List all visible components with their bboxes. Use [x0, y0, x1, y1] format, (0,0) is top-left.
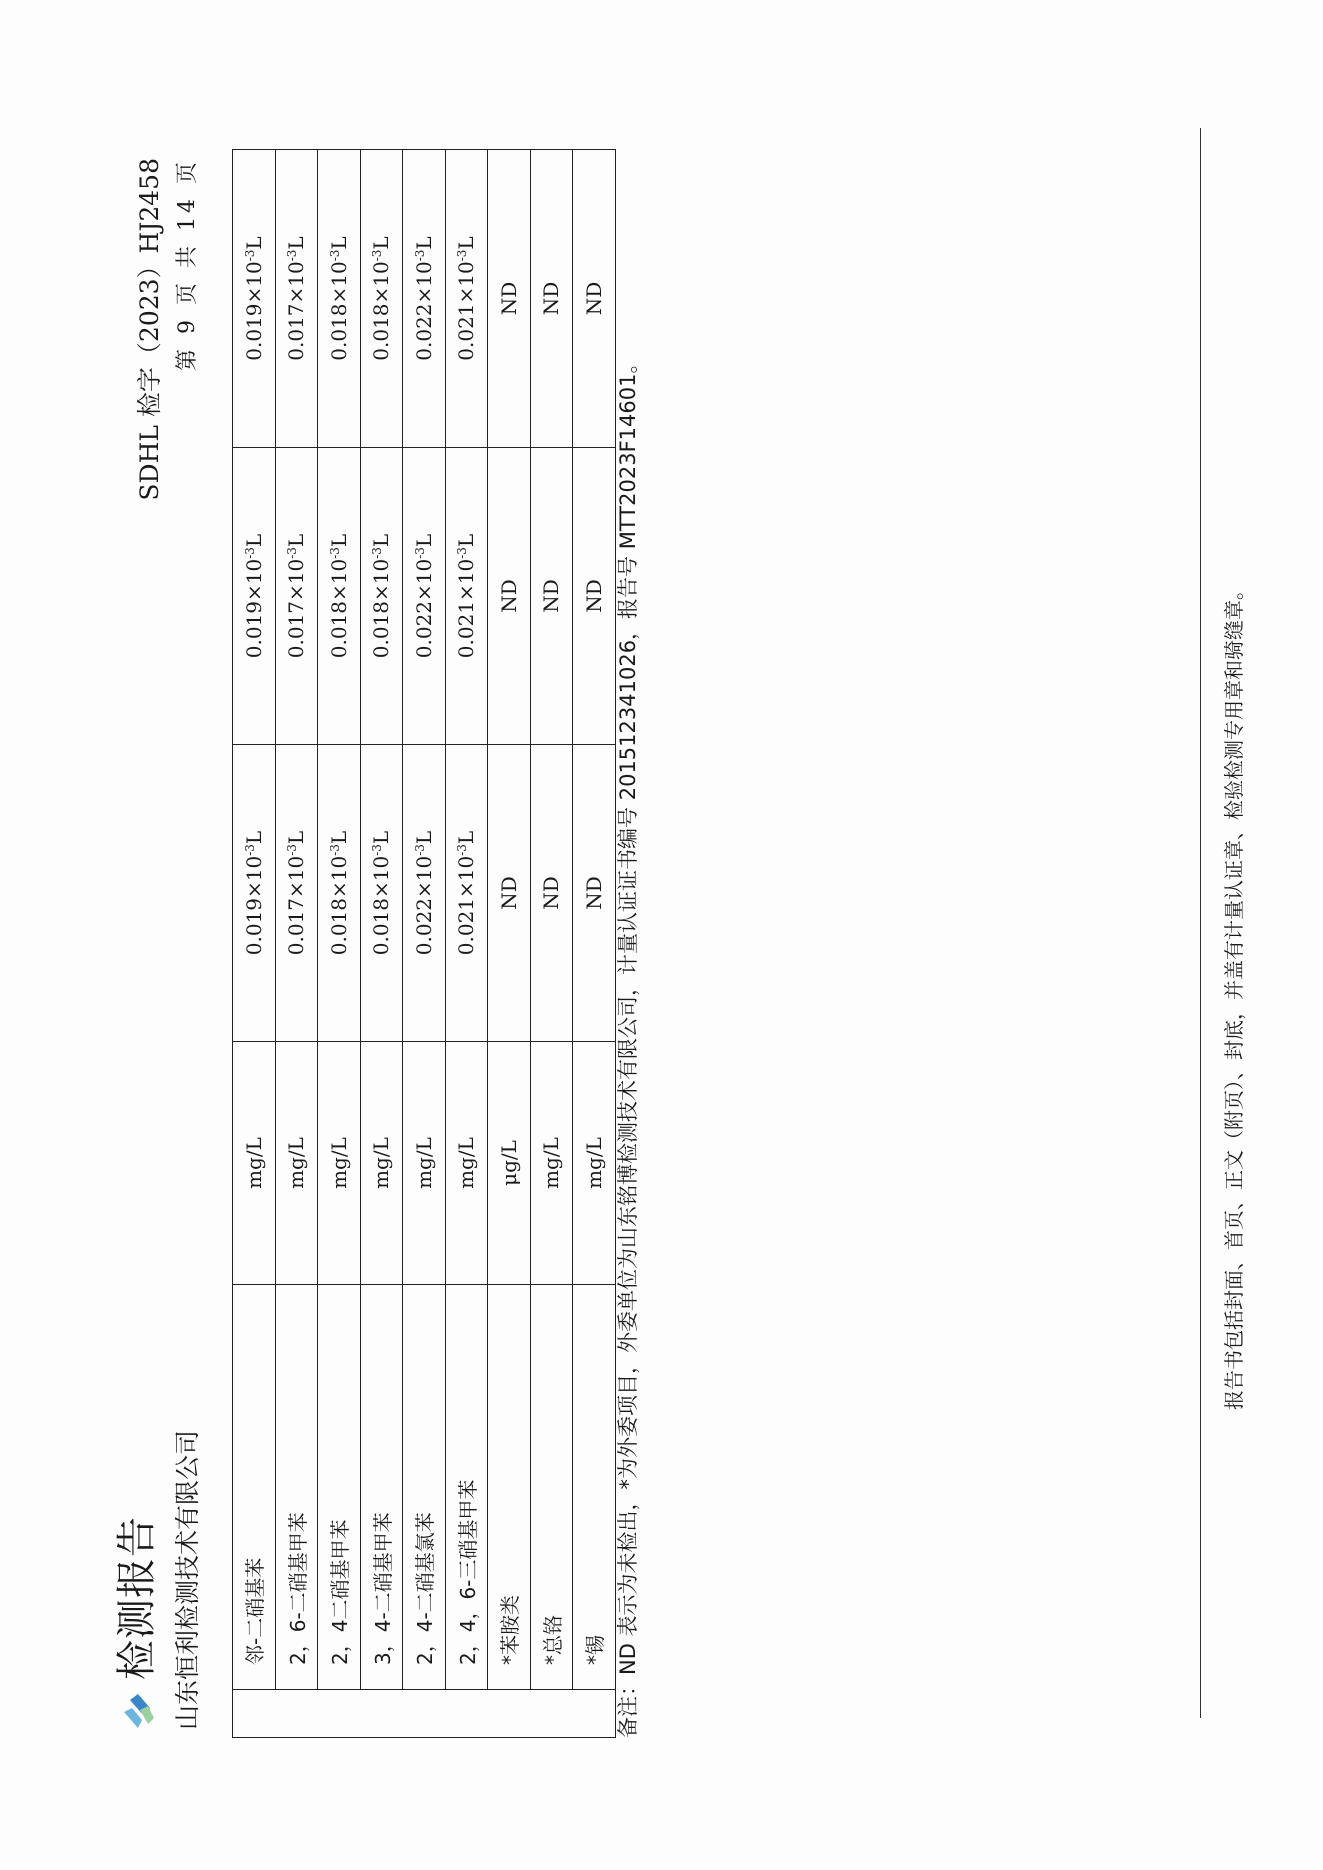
result-cell — [488, 745, 531, 1042]
result-value: ND — [496, 876, 521, 910]
result-value: ND — [581, 281, 606, 316]
result-value: ND — [496, 281, 521, 316]
unit-suffix: L — [454, 533, 479, 548]
result-cell — [530, 448, 573, 745]
page-number: 第 9 页 共 14 页 — [175, 158, 200, 371]
result-cell — [233, 448, 276, 745]
unit-cell: mg/L — [445, 1042, 488, 1285]
exponent: -3 — [455, 844, 470, 856]
result-cell — [275, 745, 318, 1042]
result-value: 0.018×10 — [369, 558, 394, 659]
unit-cell: mg/L — [275, 1042, 318, 1285]
result-value: 0.018×10 — [369, 261, 394, 361]
result-value: 0.021×10 — [454, 855, 479, 956]
exponent: -3 — [412, 547, 427, 559]
test-item: *总铬 — [530, 1285, 573, 1690]
result-cell — [275, 150, 318, 448]
sample-cell — [233, 1690, 616, 1738]
exponent: -3 — [285, 844, 300, 856]
result-cell — [573, 745, 616, 1042]
unit-suffix: L — [369, 236, 394, 250]
result-value: 0.017×10 — [284, 855, 309, 956]
report-code: SDHL 检字（2023）HJ2458 — [135, 158, 164, 501]
test-item: *锡 — [573, 1285, 616, 1690]
footer-divider — [1200, 128, 1201, 1718]
result-value: 0.017×10 — [284, 261, 309, 361]
table-row — [233, 150, 276, 1738]
unit-suffix: L — [326, 236, 351, 250]
result-cell — [233, 745, 276, 1042]
exponent: -3 — [370, 249, 385, 262]
result-cell — [445, 745, 488, 1042]
result-cell — [318, 448, 361, 745]
exponent: -3 — [412, 249, 427, 262]
unit-suffix: L — [411, 236, 436, 250]
result-value: 0.021×10 — [454, 261, 479, 361]
table-row — [445, 150, 488, 1738]
result-cell — [275, 448, 318, 745]
unit-cell: mg/L — [360, 1042, 403, 1285]
remark-note: 备注：ND 表示为未检出，*为外委项目，外委单位为山东铭博检测技术有限公司，计量认证证书编号 201512341026，报告号 MTT2023F14601。 — [616, 352, 640, 1738]
table-row — [488, 150, 531, 1738]
result-value: 0.021×10 — [454, 558, 479, 659]
result-cell — [403, 448, 446, 745]
exponent: -3 — [455, 249, 470, 262]
exponent: -3 — [285, 547, 300, 559]
exponent: -3 — [370, 844, 385, 856]
unit-suffix: L — [241, 236, 266, 250]
result-cell — [530, 150, 573, 448]
test-item: 2，4-二硝基氯苯 — [403, 1285, 446, 1690]
unit-suffix: L — [284, 830, 309, 845]
result-value: 0.018×10 — [326, 855, 351, 956]
footer-statement: 报告书包括封面、首页、正文（附页）、封底，并盖有计量认证章、检验检测专用章和骑缝章。 — [1222, 580, 1246, 1410]
company-name: 山东恒利检测技术有限公司 — [173, 1429, 202, 1730]
company-logo-icon — [118, 1690, 156, 1730]
result-cell — [488, 150, 531, 448]
exponent: -3 — [370, 547, 385, 559]
table-row — [530, 150, 573, 1738]
unit-suffix: L — [326, 830, 351, 845]
result-cell — [233, 150, 276, 448]
result-value: 0.018×10 — [326, 261, 351, 361]
exponent: -3 — [327, 844, 342, 856]
result-cell — [573, 448, 616, 745]
result-cell — [360, 745, 403, 1042]
table-row — [318, 150, 361, 1738]
result-cell — [318, 150, 361, 448]
table-row — [360, 150, 403, 1738]
unit-cell: mg/L — [530, 1042, 573, 1285]
test-item: 3，4-二硝基甲苯 — [360, 1285, 403, 1690]
report-title: 检测报告 — [114, 1516, 160, 1680]
result-cell — [488, 448, 531, 745]
results-table — [232, 149, 616, 1738]
result-value: 0.019×10 — [241, 261, 266, 361]
test-item: 2，6-二硝基甲苯 — [275, 1285, 318, 1690]
exponent: -3 — [327, 547, 342, 559]
unit-suffix: L — [326, 533, 351, 548]
result-value: ND — [581, 579, 606, 613]
unit-suffix: L — [369, 533, 394, 548]
exponent: -3 — [242, 249, 257, 262]
unit-suffix: L — [241, 830, 266, 845]
unit-suffix: L — [284, 236, 309, 250]
unit-cell: mg/L — [573, 1042, 616, 1285]
result-value: ND — [539, 876, 564, 910]
result-value: 0.022×10 — [411, 261, 436, 361]
result-value: 0.022×10 — [411, 855, 436, 956]
result-cell — [318, 745, 361, 1042]
result-value: 0.018×10 — [369, 855, 394, 956]
test-item: 邻-二硝基苯 — [233, 1285, 276, 1690]
test-item: 2，4二硝基甲苯 — [318, 1285, 361, 1690]
unit-cell: mg/L — [318, 1042, 361, 1285]
unit-cell: μg/L — [488, 1042, 531, 1285]
result-value: ND — [581, 876, 606, 910]
unit-suffix: L — [454, 830, 479, 845]
result-value: 0.017×10 — [284, 558, 309, 659]
result-value: 0.018×10 — [326, 558, 351, 659]
unit-suffix: L — [284, 533, 309, 548]
test-item: 2，4，6-三硝基甲苯 — [445, 1285, 488, 1690]
test-item: *苯胺类 — [488, 1285, 531, 1690]
table-row — [275, 150, 318, 1738]
unit-suffix: L — [454, 236, 479, 250]
result-cell — [360, 150, 403, 448]
table-row — [403, 150, 446, 1738]
result-cell — [445, 448, 488, 745]
result-cell — [445, 150, 488, 448]
exponent: -3 — [242, 547, 257, 559]
exponent: -3 — [327, 249, 342, 262]
unit-cell: mg/L — [403, 1042, 446, 1285]
unit-suffix: L — [369, 830, 394, 845]
table-row — [573, 150, 616, 1738]
result-cell — [360, 448, 403, 745]
result-cell — [403, 150, 446, 448]
unit-suffix: L — [411, 533, 436, 548]
result-cell — [530, 745, 573, 1042]
result-cell — [403, 745, 446, 1042]
unit-suffix: L — [411, 830, 436, 845]
exponent: -3 — [412, 844, 427, 856]
result-value: ND — [496, 579, 521, 613]
exponent: -3 — [242, 844, 257, 856]
result-value: 0.019×10 — [241, 558, 266, 659]
result-value: 0.019×10 — [241, 855, 266, 956]
exponent: -3 — [285, 249, 300, 262]
unit-cell: mg/L — [233, 1042, 276, 1285]
exponent: -3 — [455, 547, 470, 559]
unit-suffix: L — [241, 533, 266, 548]
result-value: 0.022×10 — [411, 558, 436, 659]
result-value: ND — [539, 281, 564, 316]
result-cell — [573, 150, 616, 448]
result-value: ND — [539, 579, 564, 613]
